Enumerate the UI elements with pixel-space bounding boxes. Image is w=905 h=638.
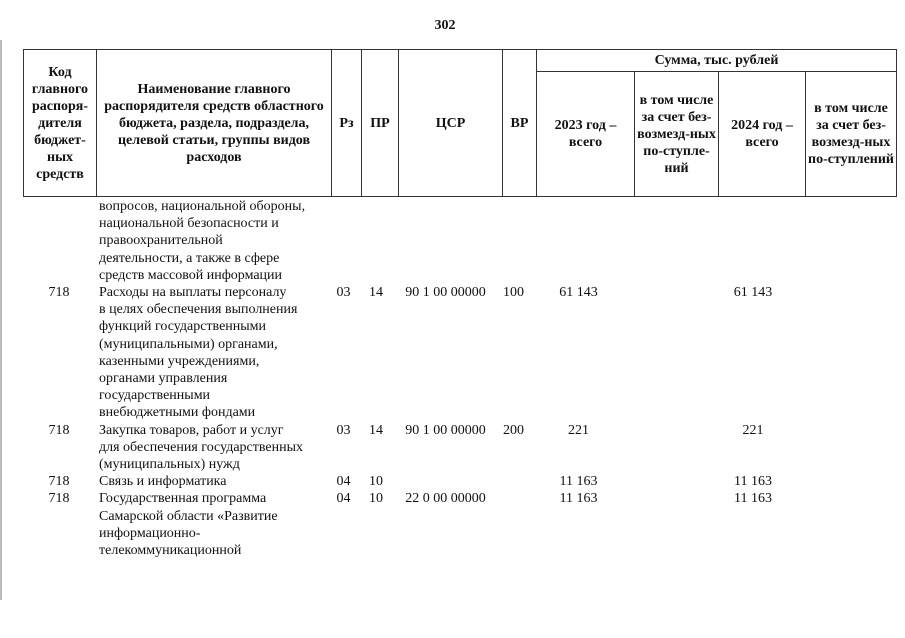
amount-2023-cell <box>530 198 627 215</box>
code-cell <box>23 198 95 215</box>
vr-cell <box>497 473 530 490</box>
pr-cell: 10 <box>369 474 383 490</box>
header-2023-incl: в том числе за счет без-возмезд-ных по-ступле-ний <box>635 72 719 197</box>
code-cell: 718 <box>48 285 70 301</box>
name-line: вопросов, национальной обороны, <box>99 199 306 214</box>
name-line: информационно- <box>99 525 201 541</box>
name-cell <box>95 490 329 559</box>
amount-2023-cell: 11 163 <box>559 474 598 490</box>
csr-cell: 90 1 00 00000 <box>405 422 486 438</box>
vr-cell <box>497 490 530 507</box>
name-line: казенными учреждениями, <box>99 353 260 369</box>
name-line: Расходы на выплаты персоналу <box>99 285 287 301</box>
header-2023: 2023 год – всего <box>537 72 635 197</box>
amount-2024-cell: 61 143 <box>733 285 773 301</box>
csr-cell <box>394 198 497 215</box>
vr-cell: 200 <box>503 422 524 438</box>
name-cell <box>95 198 329 284</box>
page-number: 302 <box>434 18 456 33</box>
rz-cell <box>329 198 358 215</box>
table-row <box>23 473 796 490</box>
table-row <box>23 198 796 284</box>
table-body <box>23 198 796 559</box>
amount-2024-cell: 11 163 <box>734 474 772 490</box>
table-row <box>23 490 796 559</box>
pr-cell: 10 <box>369 491 383 507</box>
csr-cell <box>394 473 497 490</box>
table-header <box>23 49 897 197</box>
header-csr: ЦСР <box>399 50 503 197</box>
csr-cell: 90 1 00 00000 <box>405 285 486 301</box>
vr-cell: 100 <box>503 285 524 301</box>
name-line: Государственная программа <box>99 491 267 507</box>
header-pr: ПР <box>362 50 399 197</box>
amount-2023-cell: 61 143 <box>559 285 598 301</box>
table-row <box>23 422 796 474</box>
name-line: в целях обеспечения выполнения <box>99 302 298 318</box>
name-line: (муниципальных) нужд <box>99 457 240 473</box>
name-line: государственными <box>99 388 211 404</box>
name-cell <box>95 473 329 490</box>
name-line: (муниципальными) органами, <box>99 336 278 352</box>
code-cell: 718 <box>48 474 70 490</box>
name-line: средств массовой информации <box>99 267 283 283</box>
vr-cell <box>497 198 530 215</box>
name-line: внебюджетными фондами <box>99 405 256 421</box>
header-sum: Сумма, тыс. рублей <box>537 50 897 72</box>
pr-cell: 14 <box>369 285 383 301</box>
amount-2024-cell: 11 163 <box>734 491 772 507</box>
name-cell <box>95 284 329 422</box>
name-line: Закупка товаров, работ и услуг <box>99 422 284 438</box>
rz-cell: 03 <box>336 285 351 301</box>
pr-cell <box>358 198 394 215</box>
name-line: Связь и информатика <box>99 474 227 490</box>
name-line: деятельности, а также в сфере <box>99 250 280 266</box>
header-rz: Рз <box>332 50 362 197</box>
table-row <box>23 284 796 422</box>
rz-cell: 04 <box>336 491 351 507</box>
name-line: телекоммуникационной <box>99 543 242 559</box>
header-vr: ВР <box>503 50 537 197</box>
amount-2024-cell: 221 <box>742 422 764 438</box>
amount-2023-cell: 11 163 <box>559 491 598 507</box>
code-cell: 718 <box>48 491 70 507</box>
pr-cell: 14 <box>369 422 383 438</box>
code-cell: 718 <box>48 422 70 438</box>
name-cell <box>95 422 329 474</box>
amount-2023-cell: 221 <box>568 422 589 438</box>
name-line: правоохранительной <box>99 233 223 249</box>
header-name: Наименование главного распорядителя средств областного бюджета, раздела, подраздела, целевой статьи, группы видов расходов <box>97 50 332 197</box>
rz-cell: 03 <box>336 422 351 438</box>
name-line: для обеспечения государственных <box>99 439 303 455</box>
name-line: органами управления <box>99 371 228 387</box>
name-line: Самарской области «Развитие <box>99 508 278 524</box>
scan-edge <box>0 40 2 600</box>
header-2024: 2024 год – всего <box>719 72 806 197</box>
rz-cell: 04 <box>336 474 351 490</box>
csr-cell: 22 0 00 00000 <box>405 491 486 507</box>
name-line: функций государственными <box>99 319 267 335</box>
amount-2024-cell <box>710 198 796 215</box>
header-2024-incl: в том числе за счет без-возмезд-ных по-ступлений <box>806 72 897 197</box>
name-line: национальной безопасности и <box>99 216 279 232</box>
header-code: Код главного распоря-дителя бюджет-ных средств <box>24 50 97 197</box>
